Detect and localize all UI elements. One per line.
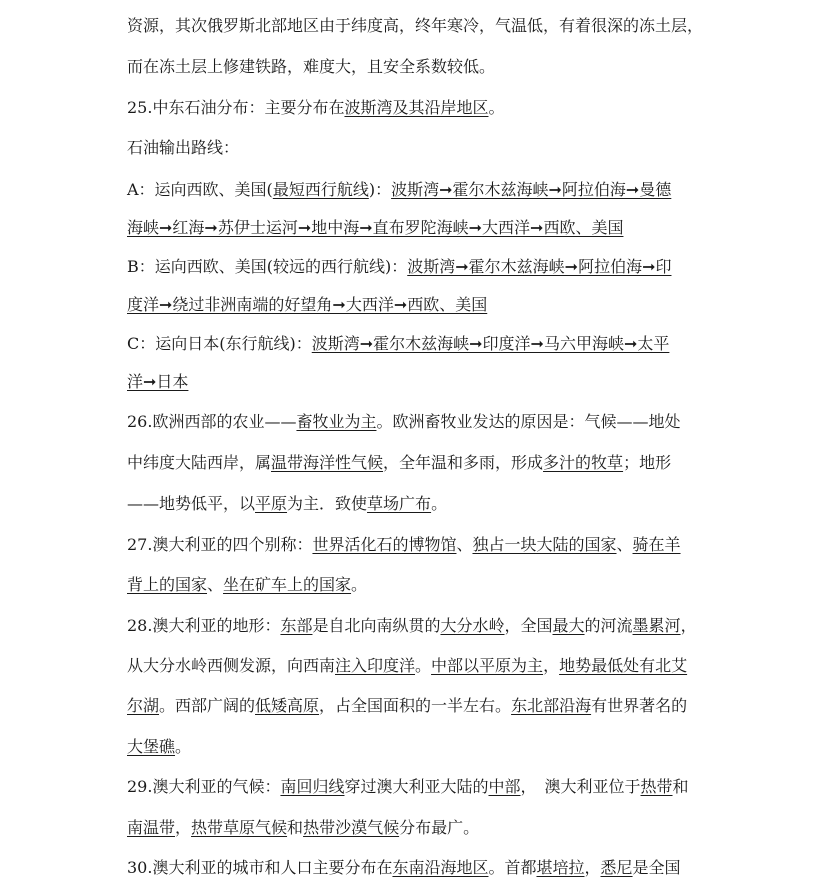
underlined-text: 尔湖 (127, 696, 160, 715)
text-segment: 为主．致使 (287, 494, 368, 513)
text-segment: 分布最广。 (399, 818, 480, 837)
text-segment: ——地势低平，以 (127, 494, 256, 513)
text-segment: ， (175, 818, 192, 837)
text-segment: 、 (456, 535, 473, 554)
text-line (127, 695, 687, 717)
text-line (127, 655, 687, 677)
text-line (127, 256, 671, 278)
underlined-text: 墨累河 (632, 616, 681, 635)
text-segment: 。 (431, 494, 448, 513)
text-line (127, 493, 447, 515)
text-segment: 是全国 (632, 858, 681, 877)
underlined-text: 大堡礁 (127, 737, 176, 756)
text-segment: 有世界著名的 (591, 696, 688, 715)
underlined-text: 最大 (552, 616, 585, 635)
text-segment: 。欧洲畜牧业发达的原因是：气候——地处 (376, 412, 681, 431)
underlined-text: 草场广布 (367, 494, 432, 513)
text-segment: 。西部广阔的 (159, 696, 256, 715)
text-line (127, 534, 681, 556)
text-line (127, 452, 671, 474)
text-segment: ， (543, 656, 560, 675)
text-segment: ， 澳大利亚位于 (520, 777, 641, 796)
underlined-text: 海峡➞红海➞苏伊士运河➞地中海➞直布罗陀海峡➞大西洋➞西欧、美国 (127, 218, 624, 237)
text-segment: ，全国 (504, 616, 553, 635)
text-segment: 从大分水岭西侧发源，向西南 (127, 656, 336, 675)
text-line (127, 776, 689, 798)
text-line (127, 15, 703, 37)
text-segment: ， (584, 858, 601, 877)
underlined-text: 热带草原气候 (191, 818, 288, 837)
text-line (127, 137, 239, 159)
text-segment: 石油输出路线： (127, 138, 240, 157)
text-segment: ，占全国面积的一半左右。 (319, 696, 512, 715)
underlined-text: 温带海洋性气候 (271, 453, 384, 472)
underlined-text: 平原 (255, 494, 288, 513)
underlined-text: 畜牧业为主 (296, 412, 377, 431)
underlined-text: 独占一块大陆的国家 (472, 535, 617, 554)
underlined-text: 多汁的牧草 (543, 453, 624, 472)
text-line (127, 294, 487, 316)
underlined-text: 波斯湾➞霍尔木兹海峡➞阿拉伯海➞印 (407, 257, 672, 276)
underlined-text: 堪培拉 (536, 858, 585, 877)
text-line (127, 817, 479, 839)
text-segment: 是自北向南纵贯的 (312, 616, 441, 635)
text-segment: 而在冻土层上修建铁路，难度大，且安全系数较低。 (127, 57, 496, 76)
text-line (127, 333, 669, 355)
underlined-text: 世界活化石的博物馆 (312, 535, 457, 554)
text-segment: 26.欧洲西部的农业—— (127, 412, 297, 431)
underlined-text: 大分水岭 (440, 616, 505, 635)
text-segment: A：运向西欧、美国( (127, 180, 273, 199)
text-segment: B：运向西欧、美国(较远的西行航线)： (127, 257, 408, 276)
text-line (127, 615, 697, 637)
text-segment: 中纬度大陆西岸，属 (127, 453, 272, 472)
text-segment: 。首都 (488, 858, 537, 877)
underlined-text: 最短西行航线 (272, 180, 369, 199)
underlined-text: 东北部沿海 (511, 696, 592, 715)
text-line (127, 97, 504, 119)
text-line (127, 56, 495, 78)
underlined-text: 热带沙漠气候 (303, 818, 400, 837)
text-line (127, 857, 681, 879)
underlined-text: 注入印度洋 (335, 656, 416, 675)
text-segment: 的河流 (584, 616, 633, 635)
text-segment: 穿过澳大利亚大陆的 (344, 777, 489, 796)
text-segment: 27.澳大利亚的四个别称： (127, 535, 313, 554)
text-segment: 。 (351, 575, 368, 594)
underlined-text: 度洋➞绕过非洲南端的好望角➞大西洋➞西欧、美国 (127, 295, 488, 314)
text-segment: ，全年温和多雨，形成 (383, 453, 544, 472)
text-segment: 、 (616, 535, 633, 554)
underlined-text: 波斯湾➞霍尔木兹海峡➞印度洋➞马六甲海峡➞太平 (311, 334, 670, 353)
underlined-text: 南温带 (127, 818, 176, 837)
text-segment: 、 (207, 575, 224, 594)
underlined-text: 背上的国家 (127, 575, 208, 594)
underlined-text: 热带 (640, 777, 673, 796)
underlined-text: 地势最低处有北艾 (559, 656, 688, 675)
text-segment: C：运向日本(东行航线)： (127, 334, 312, 353)
underlined-text: 洋➞日本 (127, 372, 189, 391)
text-segment: ， (680, 616, 697, 635)
underlined-text: 东南沿海地区 (392, 858, 489, 877)
text-segment: ；地形 (623, 453, 672, 472)
text-segment: 资源，其次俄罗斯北部地区由于纬度高，终年寒冷，气温低，有着很深的冻土层， (127, 16, 704, 35)
underlined-text: 南回归线 (280, 777, 345, 796)
underlined-text: 悉尼 (600, 858, 633, 877)
underlined-text: 中部 (488, 777, 521, 796)
text-segment: 和 (672, 777, 689, 796)
text-segment: 。 (415, 656, 432, 675)
text-line (127, 736, 191, 758)
underlined-text: 坐在矿车上的国家 (223, 575, 352, 594)
text-segment: )： (368, 180, 392, 199)
text-segment: 。 (488, 98, 505, 117)
text-line (127, 371, 188, 393)
underlined-text: 东部 (280, 616, 313, 635)
text-segment: 。 (175, 737, 192, 756)
text-segment: 和 (287, 818, 304, 837)
text-line (127, 217, 623, 239)
underlined-text: 中部以平原为主 (431, 656, 544, 675)
text-segment: 30.澳大利亚的城市和人口主要分布在 (127, 858, 393, 877)
text-segment: 28.澳大利亚的地形： (127, 616, 281, 635)
text-line (127, 574, 367, 596)
text-segment: 29.澳大利亚的气候： (127, 777, 281, 796)
text-segment: 25.中东石油分布：主要分布在 (127, 98, 345, 117)
underlined-text: 骑在羊 (632, 535, 681, 554)
text-line (127, 411, 680, 433)
underlined-text: 波斯湾及其沿岸地区 (344, 98, 489, 117)
text-line (127, 179, 671, 201)
underlined-text: 低矮高原 (255, 696, 320, 715)
underlined-text: 波斯湾➞霍尔木兹海峡➞阿拉伯海➞曼德 (391, 180, 672, 199)
